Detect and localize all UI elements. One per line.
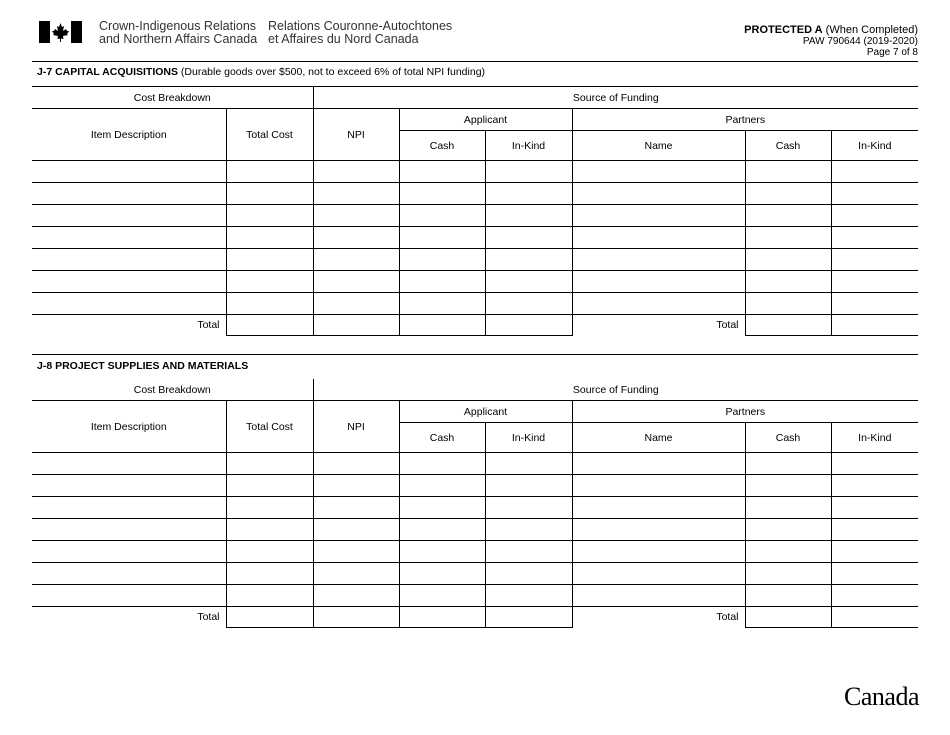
partner-in-kind-header: In-Kind bbox=[831, 131, 918, 161]
partner-name-input[interactable] bbox=[572, 519, 745, 541]
total-cost-input[interactable] bbox=[226, 271, 313, 293]
item-description-input[interactable] bbox=[32, 293, 226, 315]
section-title-j8: J-8 PROJECT SUPPLIES AND MATERIALS bbox=[37, 360, 249, 372]
partners-total-label: Total bbox=[716, 611, 739, 624]
totals-row bbox=[32, 315, 918, 336]
partner-cash-input[interactable] bbox=[745, 161, 831, 183]
partner-in-kind-total-input[interactable] bbox=[831, 315, 918, 336]
partner-in-kind-total-input[interactable] bbox=[831, 607, 918, 628]
npi-input[interactable] bbox=[313, 293, 399, 315]
partner-cash-input[interactable] bbox=[745, 541, 831, 563]
department-name-english: Crown-Indigenous Relations and Northern Affairs Canada bbox=[99, 19, 258, 46]
npi-total-input[interactable] bbox=[313, 315, 399, 336]
applicant-in-kind-input[interactable] bbox=[485, 541, 572, 563]
applicant-cash-total-input[interactable] bbox=[399, 607, 485, 628]
partner-name-input[interactable] bbox=[572, 453, 745, 475]
total-label: Total bbox=[197, 611, 220, 624]
table-row bbox=[32, 475, 918, 497]
item-description-input[interactable] bbox=[32, 249, 226, 271]
partner-cash-header: Cash bbox=[745, 423, 831, 453]
item-description-input[interactable] bbox=[32, 271, 226, 293]
applicant-in-kind-input[interactable] bbox=[485, 183, 572, 205]
npi-header: NPI bbox=[313, 401, 399, 453]
npi-input[interactable] bbox=[313, 205, 399, 227]
partner-name-input[interactable] bbox=[572, 161, 745, 183]
applicant-in-kind-header: In-Kind bbox=[485, 423, 572, 453]
npi-input[interactable] bbox=[313, 249, 399, 271]
partner-cash-input[interactable] bbox=[745, 497, 831, 519]
table-row bbox=[32, 563, 918, 585]
partner-name-input[interactable] bbox=[572, 183, 745, 205]
header-rule bbox=[32, 61, 918, 62]
form-identification bbox=[744, 25, 918, 58]
item-description-input[interactable] bbox=[32, 453, 226, 475]
partners-header: Partners bbox=[572, 109, 918, 131]
partner-cash-input[interactable] bbox=[745, 249, 831, 271]
applicant-cash-input[interactable] bbox=[399, 227, 485, 249]
total-cost-input[interactable] bbox=[226, 585, 313, 607]
partner-cash-input[interactable] bbox=[745, 205, 831, 227]
total-cost-input[interactable] bbox=[226, 497, 313, 519]
applicant-header: Applicant bbox=[399, 109, 572, 131]
item-description-input[interactable] bbox=[32, 519, 226, 541]
applicant-in-kind-input[interactable] bbox=[485, 563, 572, 585]
canada-flag-icon bbox=[39, 21, 82, 43]
table-row bbox=[32, 519, 918, 541]
capital-acquisitions-table bbox=[32, 86, 918, 336]
item-description-input[interactable] bbox=[32, 183, 226, 205]
npi-input[interactable] bbox=[313, 271, 399, 293]
cost-breakdown-header: Cost Breakdown bbox=[32, 379, 313, 401]
item-description-input[interactable] bbox=[32, 585, 226, 607]
table-row bbox=[32, 249, 918, 271]
partner-cash-input[interactable] bbox=[745, 183, 831, 205]
total-cost-input[interactable] bbox=[226, 227, 313, 249]
partner-in-kind-input[interactable] bbox=[831, 271, 918, 293]
totals-row bbox=[32, 607, 918, 628]
table-row bbox=[32, 585, 918, 607]
protected-note: (When Completed) bbox=[825, 24, 918, 36]
partner-in-kind-input[interactable] bbox=[831, 497, 918, 519]
partner-cash-input[interactable] bbox=[745, 293, 831, 315]
applicant-cash-input[interactable] bbox=[399, 475, 485, 497]
partner-in-kind-input[interactable] bbox=[831, 205, 918, 227]
table-row bbox=[32, 271, 918, 293]
partner-cash-input[interactable] bbox=[745, 453, 831, 475]
table-row bbox=[32, 161, 918, 183]
applicant-in-kind-input[interactable] bbox=[485, 475, 572, 497]
applicant-cash-input[interactable] bbox=[399, 161, 485, 183]
npi-input[interactable] bbox=[313, 541, 399, 563]
partners-header: Partners bbox=[572, 401, 918, 423]
partner-in-kind-input[interactable] bbox=[831, 249, 918, 271]
protected-label: PROTECTED A bbox=[744, 24, 823, 36]
total-cost-input[interactable] bbox=[226, 183, 313, 205]
applicant-cash-input[interactable] bbox=[399, 249, 485, 271]
partner-name-input[interactable] bbox=[572, 227, 745, 249]
form-id: PAW 790644 (2019-2020) bbox=[802, 36, 918, 47]
applicant-in-kind-input[interactable] bbox=[485, 497, 572, 519]
item-description-input[interactable] bbox=[32, 205, 226, 227]
partner-cash-input[interactable] bbox=[745, 271, 831, 293]
applicant-cash-input[interactable] bbox=[399, 585, 485, 607]
department-name-french: Relations Couronne-Autochtones et Affaires du Nord Canada bbox=[268, 19, 453, 46]
canada-wordmark: Canada bbox=[844, 682, 919, 711]
npi-input[interactable] bbox=[313, 585, 399, 607]
total-cost-input[interactable] bbox=[226, 205, 313, 227]
partner-name-input[interactable] bbox=[572, 497, 745, 519]
item-description-input[interactable] bbox=[32, 227, 226, 249]
partner-in-kind-input[interactable] bbox=[831, 293, 918, 315]
partner-cash-input[interactable] bbox=[745, 585, 831, 607]
table-row bbox=[32, 293, 918, 315]
partner-name-input[interactable] bbox=[572, 205, 745, 227]
applicant-in-kind-input[interactable] bbox=[485, 205, 572, 227]
npi-input[interactable] bbox=[313, 183, 399, 205]
partner-cash-header: Cash bbox=[745, 131, 831, 161]
applicant-in-kind-input[interactable] bbox=[485, 519, 572, 541]
npi-input[interactable] bbox=[313, 227, 399, 249]
total-cost-input[interactable] bbox=[226, 453, 313, 475]
npi-total-input[interactable] bbox=[313, 607, 399, 628]
total-cost-input[interactable] bbox=[226, 541, 313, 563]
partner-cash-input[interactable] bbox=[745, 475, 831, 497]
total-cost-header: Total Cost bbox=[226, 401, 313, 453]
partner-name-input[interactable] bbox=[572, 475, 745, 497]
total-label: Total bbox=[197, 319, 220, 332]
npi-input[interactable] bbox=[313, 475, 399, 497]
applicant-cash-total-input[interactable] bbox=[399, 315, 485, 336]
partner-cash-total-input[interactable] bbox=[745, 607, 831, 628]
total-cost-input[interactable] bbox=[226, 293, 313, 315]
npi-input[interactable] bbox=[313, 519, 399, 541]
partner-in-kind-input[interactable] bbox=[831, 519, 918, 541]
table-row bbox=[32, 453, 918, 475]
project-supplies-table bbox=[32, 379, 918, 628]
partner-name-header: Name bbox=[572, 131, 745, 161]
page-number: Page 7 of 8 bbox=[866, 47, 918, 58]
partner-in-kind-input[interactable] bbox=[831, 453, 918, 475]
item-description-header: Item Description bbox=[32, 401, 226, 453]
item-description-header: Item Description bbox=[32, 109, 226, 161]
partner-cash-total-input[interactable] bbox=[745, 315, 831, 336]
partner-name-header: Name bbox=[572, 423, 745, 453]
total-cost-header: Total Cost bbox=[226, 109, 313, 161]
partner-name-input[interactable] bbox=[572, 541, 745, 563]
applicant-cash-input[interactable] bbox=[399, 205, 485, 227]
partner-in-kind-input[interactable] bbox=[831, 541, 918, 563]
item-description-input[interactable] bbox=[32, 161, 226, 183]
section-title-j7: J-7 CAPITAL ACQUISITIONS (Durable goods over $500, not to exceed 6% of total NPI funding) bbox=[37, 66, 486, 78]
partner-name-input[interactable] bbox=[572, 249, 745, 271]
partner-in-kind-input[interactable] bbox=[831, 227, 918, 249]
applicant-cash-header: Cash bbox=[399, 423, 485, 453]
applicant-in-kind-input[interactable] bbox=[485, 585, 572, 607]
total-cost-total-input[interactable] bbox=[226, 607, 313, 628]
partner-in-kind-input[interactable] bbox=[831, 475, 918, 497]
table-row bbox=[32, 541, 918, 563]
item-description-input[interactable] bbox=[32, 497, 226, 519]
total-cost-input[interactable] bbox=[226, 161, 313, 183]
applicant-cash-input[interactable] bbox=[399, 519, 485, 541]
source-of-funding-header: Source of Funding bbox=[313, 87, 918, 109]
npi-header: NPI bbox=[313, 109, 399, 161]
partner-name-input[interactable] bbox=[572, 271, 745, 293]
applicant-cash-input[interactable] bbox=[399, 453, 485, 475]
partner-name-input[interactable] bbox=[572, 293, 745, 315]
npi-input[interactable] bbox=[313, 161, 399, 183]
applicant-in-kind-total-input[interactable] bbox=[485, 315, 572, 336]
table-row bbox=[32, 183, 918, 205]
table-row bbox=[32, 205, 918, 227]
applicant-in-kind-input[interactable] bbox=[485, 249, 572, 271]
section-rule bbox=[32, 354, 918, 355]
partner-in-kind-input[interactable] bbox=[831, 585, 918, 607]
applicant-cash-input[interactable] bbox=[399, 541, 485, 563]
applicant-in-kind-input[interactable] bbox=[485, 161, 572, 183]
source-of-funding-header: Source of Funding bbox=[313, 379, 918, 401]
partner-name-input[interactable] bbox=[572, 563, 745, 585]
partner-in-kind-header: In-Kind bbox=[831, 423, 918, 453]
table-row bbox=[32, 227, 918, 249]
npi-input[interactable] bbox=[313, 497, 399, 519]
partner-cash-input[interactable] bbox=[745, 519, 831, 541]
applicant-cash-input[interactable] bbox=[399, 563, 485, 585]
applicant-header: Applicant bbox=[399, 401, 572, 423]
applicant-in-kind-input[interactable] bbox=[485, 271, 572, 293]
item-description-input[interactable] bbox=[32, 475, 226, 497]
partner-in-kind-input[interactable] bbox=[831, 161, 918, 183]
partner-in-kind-input[interactable] bbox=[831, 563, 918, 585]
applicant-cash-input[interactable] bbox=[399, 497, 485, 519]
table-row bbox=[32, 497, 918, 519]
item-description-input[interactable] bbox=[32, 563, 226, 585]
partner-name-input[interactable] bbox=[572, 585, 745, 607]
npi-input[interactable] bbox=[313, 563, 399, 585]
applicant-in-kind-input[interactable] bbox=[485, 453, 572, 475]
total-cost-input[interactable] bbox=[226, 519, 313, 541]
item-description-input[interactable] bbox=[32, 541, 226, 563]
partner-cash-input[interactable] bbox=[745, 563, 831, 585]
partners-total-label: Total bbox=[716, 319, 739, 332]
npi-input[interactable] bbox=[313, 453, 399, 475]
applicant-cash-input[interactable] bbox=[399, 271, 485, 293]
total-cost-input[interactable] bbox=[226, 249, 313, 271]
applicant-in-kind-total-input[interactable] bbox=[485, 607, 572, 628]
total-cost-input[interactable] bbox=[226, 475, 313, 497]
cost-breakdown-header: Cost Breakdown bbox=[32, 87, 313, 109]
applicant-in-kind-input[interactable] bbox=[485, 227, 572, 249]
applicant-in-kind-header: In-Kind bbox=[485, 131, 572, 161]
applicant-cash-header: Cash bbox=[399, 131, 485, 161]
partner-cash-input[interactable] bbox=[745, 227, 831, 249]
total-cost-total-input[interactable] bbox=[226, 315, 313, 336]
applicant-cash-input[interactable] bbox=[399, 183, 485, 205]
total-cost-input[interactable] bbox=[226, 563, 313, 585]
applicant-in-kind-input[interactable] bbox=[485, 293, 572, 315]
partner-in-kind-input[interactable] bbox=[831, 183, 918, 205]
applicant-cash-input[interactable] bbox=[399, 293, 485, 315]
